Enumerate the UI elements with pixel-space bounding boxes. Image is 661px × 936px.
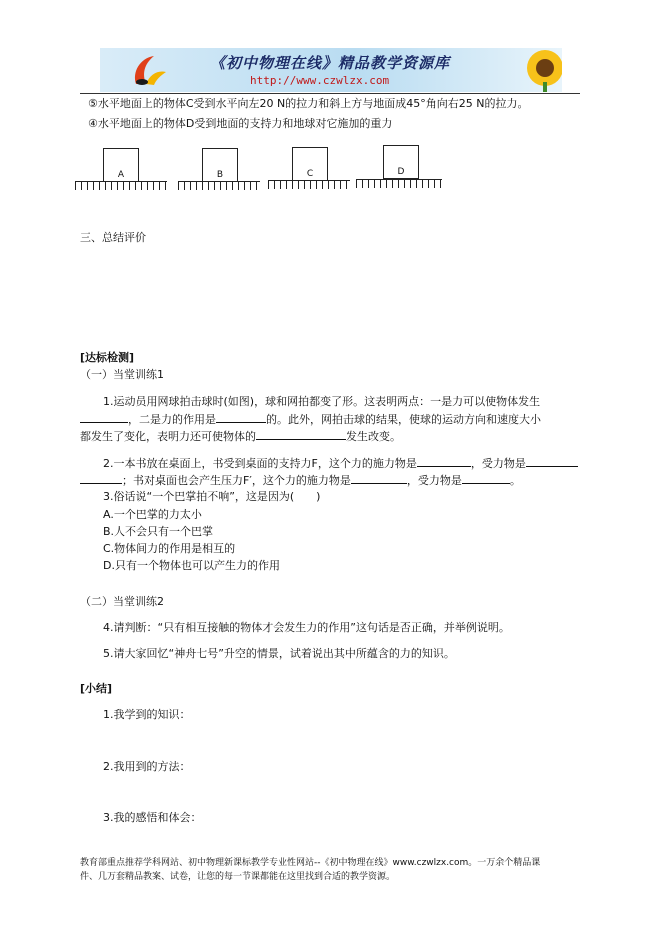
ground-c — [268, 180, 350, 189]
q4-text: 4.请判断：“只有相互接触的物体才会发生力的作用”这句话是否正确，并举例说明。 — [103, 621, 510, 634]
q2-line-2: ；书对桌面也会产生压力F′，这个力的施力物是 ，受力物是 。 — [80, 473, 521, 488]
box-c: C — [292, 147, 328, 181]
banner-url: http://www.czwlzx.com — [250, 74, 390, 87]
q3-option-c[interactable]: C.物体间力的作用是相互的 — [103, 542, 236, 555]
ground-b — [178, 181, 260, 190]
ground-a — [75, 181, 167, 190]
q1-blank-1[interactable] — [80, 412, 128, 423]
footer-line-1: 教育部重点推荐学科网站、初中物理新课标教学专业性网站--《初中物理在线》www.czwlzx.com。一万余个精品课 — [80, 858, 541, 868]
q1-line-2: ，二是力的作用是 的。此外，网拍击球的结果，使球的运动方向和速度大小 — [80, 412, 541, 427]
page-footer — [80, 856, 600, 884]
item-4: ④水平地面上的物体D受到地面的支持力和地球对它施加的重力 — [88, 117, 393, 130]
q2-blank-3[interactable] — [80, 473, 122, 484]
q2-blank-4[interactable] — [351, 473, 407, 484]
box-d: D — [383, 145, 419, 179]
q3-option-a[interactable]: A.一个巴掌的力太小 — [103, 508, 202, 521]
footer-line-2: 件、几万套精品教案、试卷，让您的每一节课都能在这里找到合适的教学资源。 — [80, 872, 396, 882]
check-heading: [达标检测] — [80, 351, 135, 364]
banner-title: 《初中物理在线》精品教学资源库 — [210, 54, 451, 72]
q2-blank-5[interactable] — [462, 473, 510, 484]
box-b: B — [202, 148, 238, 182]
practice-1-heading: （一）当堂训练1 — [80, 368, 164, 381]
practice-2-heading: （二）当堂训练2 — [80, 595, 164, 608]
site-logo-icon — [130, 52, 170, 88]
summary-heading: [小结] — [80, 682, 113, 695]
q1-line-3: 都发生了变化，表明力还可使物体的 发生改变。 — [80, 430, 401, 443]
sunflower-icon — [520, 48, 562, 92]
q5-text: 5.请大家回忆“神舟七号”升空的情景，试着说出其中所蕴含的力的知识。 — [103, 647, 455, 660]
q3-option-b[interactable]: B.人不会只有一个巴掌 — [103, 525, 214, 538]
q1-blank-2[interactable] — [216, 412, 266, 423]
q2-blank-1[interactable] — [417, 456, 471, 467]
header-divider — [80, 93, 580, 94]
q1-line-1: 1.运动员用网球拍击球时(如图)，球和网拍都变了形。这表明两点：一是力可以使物体发生 — [103, 395, 541, 408]
q3-option-d[interactable]: D.只有一个物体也可以产生力的作用 — [103, 559, 280, 572]
q1-blank-3[interactable] — [256, 429, 346, 440]
item-5: ⑤水平地面上的物体C受到水平向左20 N的拉力和斜上方与地面成45°角向右25 N的拉力。 — [88, 97, 529, 110]
summary-item-2: 2.我用到的方法： — [103, 760, 191, 773]
q2-blank-2[interactable] — [526, 456, 578, 467]
box-a: A — [103, 148, 139, 182]
ground-d — [356, 179, 442, 188]
summary-item-1: 1.我学到的知识： — [103, 708, 191, 721]
header-banner — [100, 48, 562, 92]
section-3-heading: 三、总结评价 — [80, 231, 146, 244]
summary-item-3: 3.我的感悟和体会： — [103, 811, 202, 824]
q2-line-1: 2.一本书放在桌面上，书受到桌面的支持力F，这个力的施力物是 ，受力物是 — [103, 456, 578, 471]
q3-stem: 3.俗话说“一个巴掌拍不响”，这是因为( ) — [103, 490, 321, 503]
